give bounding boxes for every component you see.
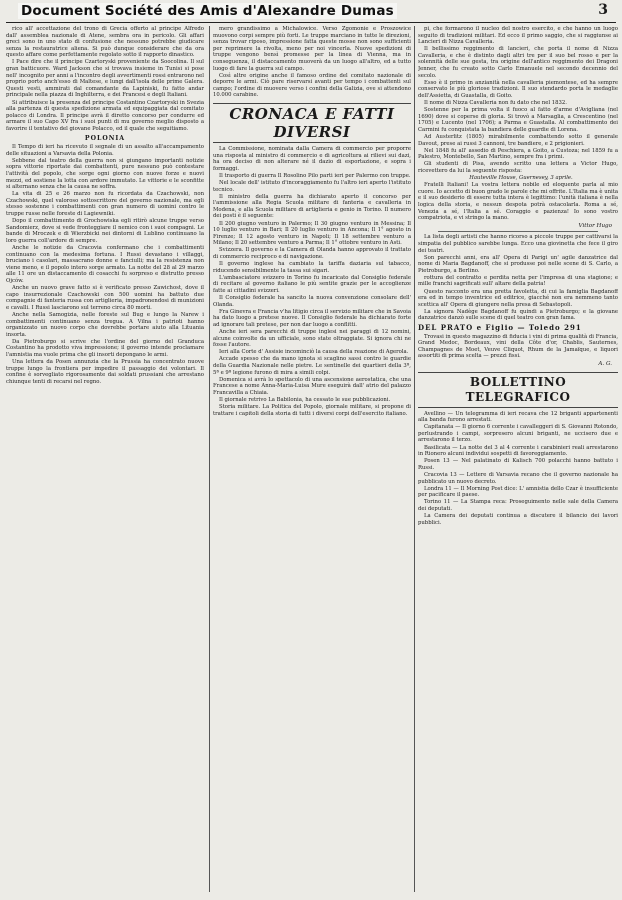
paragraph: Anche le notizie da Cracovia confermano che i combattimenti continuano con la medesima fortuna. I Russi devastano i villaggi, bruciano i casolari, massacrano donne e fanciulli; ma la resistenza non viene meno, e il popolo intero sorge armato. La notte del 28 al 29 marzo alle 11 ore un distaccamento di cosacchi fu sorpreso e distrutto presso Ojców. <box>6 245 204 284</box>
col3-telegraph <box>418 411 618 527</box>
paragraph: Cracovia 13 — Lettere di Varsavia recano che il governo nazionale ha pubblicato un nuovo decreto. <box>418 471 618 485</box>
paragraph: pi, che formarono il nucleo del nostro esercito, e che hanno un luogo seguito di tradizioni militari. Ed ecco il primo saggio, che si raggiunse ai Lancieri di Nizza Cavalleria. <box>418 26 618 46</box>
paragraph: Capitanata — Il giorno 6 corrente i cavalleggeri di S. Giovanni Rotondo, perlustrando i campi, sorpresero alcuni briganti, ne uccisero due e arrestarono il terzo. <box>418 424 618 444</box>
paragraph: Ad Austerlitz (1805) mirabilmente combattendo sotto il generale Davout, prese ai russi 3 cannoni, tre bandiere, e 2 prigionieri. <box>418 134 618 147</box>
paragraph: Son parecchi anni, era all' Opera di Parigi un' agile danzatrice dal nome di Maria Bagdanoff, che si produsse poi nelle scene di S. Carlo, a Pietroburgo, a Berlino. <box>418 254 618 274</box>
paragraph: Anche nella Samogizia, nelle foreste sul Bug e lungo la Narew i combattimenti continuano senza tregua. A Vilna i patrioti hanno organizzato un nuovo corpo che dovrebbe portare aiuto alla Lituania insorta. <box>6 311 204 338</box>
col3-paragraphs-b <box>418 234 618 274</box>
paragraph: Questo racconto era una pretta favoletta, di cui la famiglia Bagdanoff era ed in tempo inventrice ed editrice, giacché non era nemmeno tanto scettica all' Opera di giungere nella presa di Sebastopoli. <box>418 288 618 308</box>
paragraph: La lista degli artisti che hanno ricorso a piccole truppe per cattivarsi la simpatia del pubblico sarebbe lunga. Ecco una giovinetta che fece il giro dei teatri. <box>418 234 618 254</box>
section-title-polonia: POLONIA <box>84 134 126 142</box>
paragraph: rico all' accettazione del trono di Grecia offerto al principe Alfredo dall' assemblea nazionale di Atene, sembra ora in pericolo. Gli affari greci sono in uno stato di confusione che nessuno potrebbe giudicare senza la restauratrice aliena. Si può dunque considerare che da ora questo affare come perfettamente regolato sotto il rapporto dinastico. <box>6 26 204 59</box>
paragraph: Il 200 giugno venturo in Palermo; Il 30 giugno venturo in Messina; Il 10 luglio venturo in Bari; Il 20 luglio venturo in Ancona; Il 1° agosto in Firenze; Il 12 agosto venturo in Napoli; Il 18 settembre venturo a Milano; Il 20 settembre venturo a Parma; Il 1° ottobre venturo in Asti. <box>213 220 411 247</box>
column-divider <box>209 26 210 892</box>
paragraph: Torino 11 — La Stampa reca: Proseguimento nelle sale della Camera dei deputati. <box>418 499 618 512</box>
paragraph: Gli studenti di Pisa, avendo scritto una lettera a Victor Hugo, ricevettero da lui la seguente risposta: <box>418 161 618 174</box>
section-title-cronaca: CRONACA E FATTI DIVERSI <box>213 103 411 143</box>
column-1 <box>6 26 204 894</box>
paragraph: Il giornale retrivo La Babilonia, ha cessato le sue pubblicazioni. <box>219 397 391 403</box>
paragraph: I Pace dire che il principe Czartoryski proveniente da Soocolina. Il sul gran batticuore. Ward Jackson che si trovava insieme in Tunisi si pose nell' incognito per anni a l'incontro degli avvertimenti rossi entrarono nel proprio porto anch'esso di Maltese, e lungi dall'isola delle prime Galera. Questi vesti, ammirati dal comandante da Lapiniski, fu fatto andar principale nella piazza di Inghilterra, e dei Francesi e degli Italiani. <box>6 59 204 99</box>
paragraph: Posen 13 — Nel palatinato di Kalisch 700 polacchi hanno battuto i Russi. <box>418 458 618 471</box>
signature-hugo: Vittor Hugo <box>578 222 612 229</box>
watermark-text: Document Société des Amis d'Alexandre Dumas <box>18 3 397 19</box>
paragraph: Anche un nuovo grave fatto si è verificato presso Zawichost, dove il capo insurrezionale Czachowski con 500 uomini ha battuto due compagnie di fanteria russa con artiglieria, impadronendosi di munizioni e cavalli. I Russi lasciarono sul terreno circa 80 morti. <box>6 285 204 311</box>
column-divider <box>414 26 415 892</box>
column-2 <box>213 26 411 894</box>
paragraph: Il governo inglese ha cambiato la tariffa daziaria sul tabacco, riducendo sensibilmente la tassa sui sigari. <box>213 261 411 274</box>
paragraph: Fratelli Italiani! La vostra lettera nobile ed eloquente parla al mio cuore. Io accetto di buon grado le parole che mi offrite. L'Italia ma è unita e il suo desiderio di essere tutta intera è legittimo: l'unità italiana è nella logica della storia, e nessun despota potrà ostacolarla. Roma a sé, Venezia a sé, l'Italia a sé. Coraggio e pazienza! Io sono vostro compatriota, e vi stringo la mano. <box>418 182 618 222</box>
paragraph: Fra Ginevra e Francia v'ha litigio circa il servizio militare che in Savoia ha dato luogo a pretese nuove. Il Consiglio federale ha dichiarato forte ad ignorare tali pretese, per non dar luogo a conflitti. <box>213 308 411 328</box>
col1-paragraphs-2 <box>6 144 204 385</box>
paragraph: Così altre origine anche il famoso ordine del comitato nazionale di deporre le armi. Ciò pare riservarsi avanti per tempo i combattenti sul campo; l'ordine di muovere verso i confini della Galizia, ove si attendono 10.000 carabine. <box>213 72 411 99</box>
paragraph: La vita di 25 e 26 marzo non fu ricordata da Czachowski, non Czachowski, quel valoroso sottoscrittore del governo nazionale, ma egli stesso sostenne i combattimenti con gran numero di uomini contro le truppe russe nelle foreste di Lagiewniki. <box>6 191 204 218</box>
col2-paragraphs-2 <box>213 146 411 417</box>
paragraph: Il Tempo di ieri ha ricevuto il segnale di un assalto all'accampamento delle situazioni a Varsavia della Polonia. <box>6 144 204 157</box>
paragraph: Trovasi in questo magazzino di fiducia i vini di prima qualità di Francia, Grand Medoc, Bordeaux, vini della Côte d'or, Chablis, Sauternes, Champagnes de Moet, Veuve Cliquot, Rhum de la Jamaïque, e liquori assortiti di prima scelta — prezzi fissi. <box>418 333 618 360</box>
paragraph: Svizzera. Il governo e la Camera di Olanda hanno approvato il trattato di commercio reciproco e di navigazione. <box>213 247 411 261</box>
paragraph: Basilicata — La notte del 3 al 4 corrente i carabinieri reali arrestarono in Rionero alcuni individui sospetti di favoreggiamento. <box>418 444 618 458</box>
paragraph: Sebbene dal teatro della guerra non si giungano importanti notizie sopra vittorie riportate dai combattenti, pure nessuno può contestare l'attività del popolo, che sorge ogni giorno con nuove forze e nuovi mezzi, ed sostiene la lotta con ardore immutato. Le vittorie e le sconfitte si alternano senza che la causa ne soffra. <box>6 157 204 191</box>
paragraph: Avellino — Un telegramma di ieri recava che 12 briganti appartenenti alla banda furono arrestati. <box>418 410 618 424</box>
paragraph: Anche ieri sera parecchi di truppe inglesi nei paraggi di 12 nomini, alcune coinvolte da un ufficiale, sono state oltraggiate. Si ignora chi ne fosse l'autore. <box>213 329 411 349</box>
column-3 <box>418 26 618 894</box>
page-number: 3 <box>598 2 608 18</box>
paragraph: Domenica si avrà lo spettacolo di una ascensione aerostatica, che una Francese a nome Anna-Maria-Luisa Mure eseguirà dall' atrio del palazzo Francavilla a Chiaia. <box>213 376 411 396</box>
paragraph: Hauteville House, Guernesey, 3 aprile. <box>469 175 573 182</box>
section-title-bollettino: BOLLETTINO TELEGRAFICO <box>418 372 618 408</box>
advert-title: DEL PRATO e Figlio — Toledo 291 <box>418 323 582 333</box>
signature-ag: A. G. <box>598 361 612 367</box>
header-rule <box>6 22 616 23</box>
paragraph: Da Pietroburgo si scrive che l'ordine del giorno del Granduca Costantino ha prodotto viva impressione; il governo intende proclamare l'amnistia ma vuole prima che gli insorti depongano le armi. <box>6 338 204 358</box>
col3-advert <box>418 334 618 360</box>
paragraph: mero grandissimo a Michalowice. Verso Zgomonie e Proszowice muovono corpi sempre più forti. Le truppe marciano in tutte le direzioni, senza trovar riposo, impressione fatta queste mosse non sono sufficienti per reprimere la rivolta, meno per noi vincerla. Nuove spedizioni di truppe vengono bensì promesse per la linea di Vienna, ma in conseguenza, il distaccamento muoverà da un luogo all'altro, ed a tutto luogo di fare la guerra sul campo. <box>213 26 411 72</box>
col3-paragraphs <box>418 26 618 222</box>
col3-paragraphs-2 <box>418 275 618 322</box>
paragraph: La Commissione, nominata dalla Camera di commercio per proporre una risposta al ministro di commercio e di agricoltura ai rilievi sui dazi, ha ora deciso di non alterare né il dazio di esportazione, e sopra i formaggi. <box>213 146 411 172</box>
paragraph: Storia militare. La Politica del Popolo, giornale militare, si propone di trattare i capitoli della storia di tutti i diversi corpi dell'esercito italiano. <box>213 404 411 417</box>
paragraph: Accade spesso che da mano ignota si scaglino sassi contro le guardie della Guardia Nazionale nelle pietre. Le sentinelle dei quartieri della 3ª, 5ª e 9ª legione furono di mira a simili colpi. <box>213 356 411 376</box>
paragraph: Nel locale dell' istituto d'incoraggiamento fu l'altro ieri aperto l'istituto tecnico. <box>213 180 411 193</box>
divider <box>438 231 598 232</box>
page-header <box>0 0 622 22</box>
paragraph: rottura del contratto e perdita netta per l'impresa di una stagione; e mille franchi sagrificati sull' altare della patria! <box>418 274 618 288</box>
paragraph: Il Consiglio federale ha sancito la nuova convenzione consolare dell' Olanda. <box>213 295 411 308</box>
paragraph: L'ambasciatore svizzero in Torino fu incaricato dal Consiglio federale di recitare al governo italiano le più sentite grazie per le accoglienze fatte ai cittadini svizzeri. <box>213 274 411 294</box>
paragraph: Il trasporto di guerra Il Rosolino Pilo parti ieri per Palermo con truppe. <box>219 172 411 179</box>
paragraph: Sostenne per la prima volta il fuoco al fatto d'arme d'Avigliana (nel 1690) dove si coperse di gloria. Si trovò a Marsaglia, a Crescentino (nel 1705) e Lucento (nel 1706); a Parma e Guastalla. Al combattimento dei Carmini fu conquistata la bandiera delle guardie di Lorena. <box>418 107 618 133</box>
paragraph: La Camera dei deputati continua a discutere il bilancio dei lavori pubblici. <box>418 513 618 526</box>
paragraph: Si attribuisce la presenza del principe Costantino Czartoryski in Svezia alla partenza di questa spedizione armata ed equipaggiata dal comitato polacco di Londra. Il principe avrà il diretto concorso per condurre ed armare il suo Capo XV fra i suoi punti di mu governo meglio disposto a favorire il tentativo del giovane Polacco, ed il quale che seguitiamo. <box>6 99 204 132</box>
paragraph: Ieri alla Corte d' Assisie incominciò la causa della reazione di Agerola. <box>219 349 409 356</box>
paragraph: Una lettera da Posen annunzia che la Prussia ha concentrato nuove truppe lungo la frontiera per impedire il passaggio dei volontari. Il confine è sorvegliato rigorosamente dai soldati prussiani che arrestano chiunque tenti di recarsi nel regno. <box>6 359 204 385</box>
paragraph: Il bellissimo reggimento di lancieri, che porta il nome di Nizza Cavalleria, e che è distinto dagli altri tre per il suo bel rosso e per la solennità delle sue gesta, tra origine dell'antico reggimento dei Dragoni Jenner, che fu creato sotto Carlo Emanuele nel secondo decennio del secolo. <box>418 46 618 79</box>
paragraph: Londra 11 — Il Morning Post dice: L' amnistia dello Czar è insufficiente per pacificare il paese. <box>418 485 618 499</box>
paragraph: Il nome di Nizza Cavalleria non fu dato che nel 1832. <box>424 100 567 107</box>
paragraph: Esso è il primo in anzianità nella cavalleria piemontese, ed ha sempre conservato le più gloriose tradizioni. Il suo stendardo porta le medaglie dell'Assietta, di Guastalla, di Goito. <box>418 79 618 99</box>
paragraph: Nel 1848 fu all' assedio di Peschiera, a Goito, a Custoza; nel 1859 fu a Palestro, Montebello, San Martino, sempre fra i primi. <box>418 147 618 161</box>
col2-paragraphs <box>213 26 411 99</box>
paragraph: Il ministro della guerra ha dichiarato aperto il concorso per l'ammissione alla Regia Scuola militare di fanteria e cavalleria in Modena, e alla Scuola militare di artiglieria e genio in Torino. Il numero dei posti è il seguente: <box>213 193 411 220</box>
col1-paragraphs <box>6 26 204 133</box>
paragraph: La signora Nadège Bagdanoff fu quindi a Pietroburgo; e la giovane danzatrice danzò sulle scene di quel teatro con gran fama. <box>418 308 618 322</box>
paragraph: Dopo il combattimento di Grochowiska egli ritirò alcune truppe verso Sandomierz, dove si vede fronteggiare il nemico con i suoi compagni. Le bande di Mroczek e di Wierzbicki nei dintorni di Lublino continuano la loro guerra coll'ardore di sempre. <box>6 218 204 244</box>
